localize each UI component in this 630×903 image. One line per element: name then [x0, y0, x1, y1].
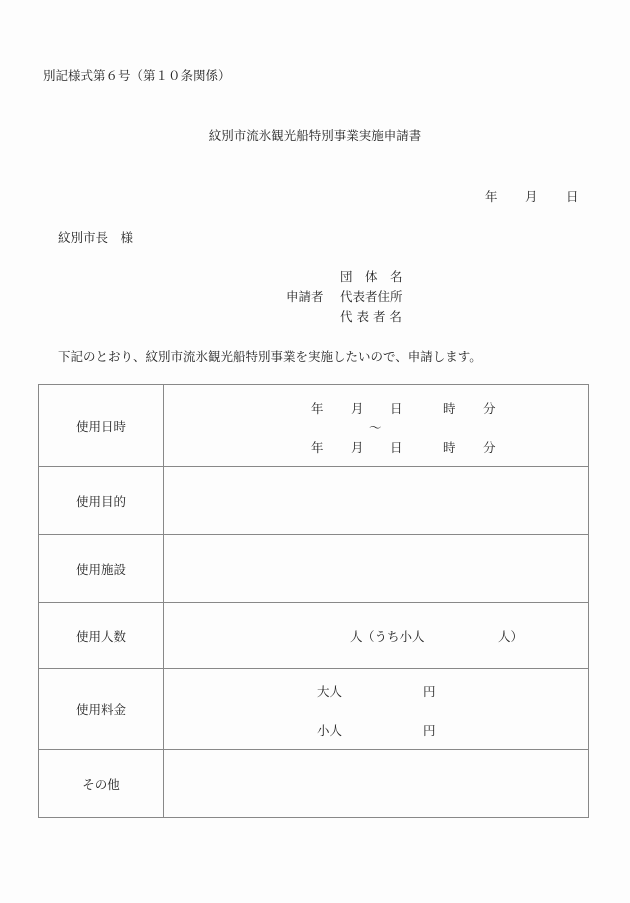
end-year: 年 — [311, 440, 324, 455]
end-day: 日 — [390, 440, 403, 455]
end-hour: 時 — [443, 440, 456, 455]
usage-facility-field[interactable] — [164, 535, 589, 603]
child-fee-label: 小人 — [317, 723, 343, 738]
application-table — [38, 384, 589, 818]
start-hour: 時 — [443, 401, 456, 416]
date-day: 日 — [566, 189, 579, 204]
body-text: 下記のとおり、紋別市流氷観光船特別事業を実施したいので、申請します。 — [58, 349, 482, 364]
start-year: 年 — [311, 401, 324, 416]
end-month: 月 — [351, 440, 364, 455]
start-day: 日 — [390, 401, 403, 416]
label-usage-facility: 使用施設 — [39, 535, 164, 603]
date-year: 年 — [485, 189, 498, 204]
organization-name-field[interactable]: 団 体 名 — [340, 269, 403, 284]
start-minute: 分 — [483, 401, 496, 416]
usage-datetime-field[interactable] — [164, 385, 589, 467]
usage-people-field[interactable] — [164, 603, 589, 669]
children-prefix: （うち小人 — [362, 629, 425, 644]
children-suffix: 人） — [498, 629, 524, 644]
label-usage-fee: 使用料金 — [39, 669, 164, 750]
table-row-purpose — [39, 467, 589, 535]
label-usage-purpose: 使用目的 — [39, 467, 164, 535]
date-month: 月 — [525, 189, 538, 204]
range-separator: ～ — [369, 420, 382, 435]
table-row-datetime — [39, 385, 589, 467]
applicant-label: 申請者 — [286, 289, 324, 304]
usage-purpose-field[interactable] — [164, 467, 589, 535]
end-minute: 分 — [483, 440, 496, 455]
label-usage-datetime: 使用日時 — [39, 385, 164, 467]
table-row-other — [39, 750, 589, 818]
representative-name-field[interactable]: 代 表 者 名 — [340, 309, 402, 324]
label-usage-people: 使用人数 — [39, 603, 164, 669]
adult-fee-label: 大人 — [317, 684, 343, 699]
document-title: 紋別市流氷観光船特別事業実施申請書 — [208, 128, 422, 143]
form-number: 別記様式第６号（第１０条関係） — [43, 68, 231, 83]
child-fee-unit: 円 — [423, 723, 436, 738]
start-month: 月 — [351, 401, 364, 416]
table-row-people — [39, 603, 589, 669]
adult-fee-unit: 円 — [423, 684, 436, 699]
table-row-facility — [39, 535, 589, 603]
label-other: その他 — [39, 750, 164, 818]
other-field[interactable] — [164, 750, 589, 818]
representative-address-field[interactable]: 代表者住所 — [340, 289, 403, 304]
people-unit: 人 — [350, 629, 363, 644]
usage-fee-field[interactable] — [164, 669, 589, 750]
table-row-fee — [39, 669, 589, 750]
addressee: 紋別市長 様 — [58, 230, 134, 245]
